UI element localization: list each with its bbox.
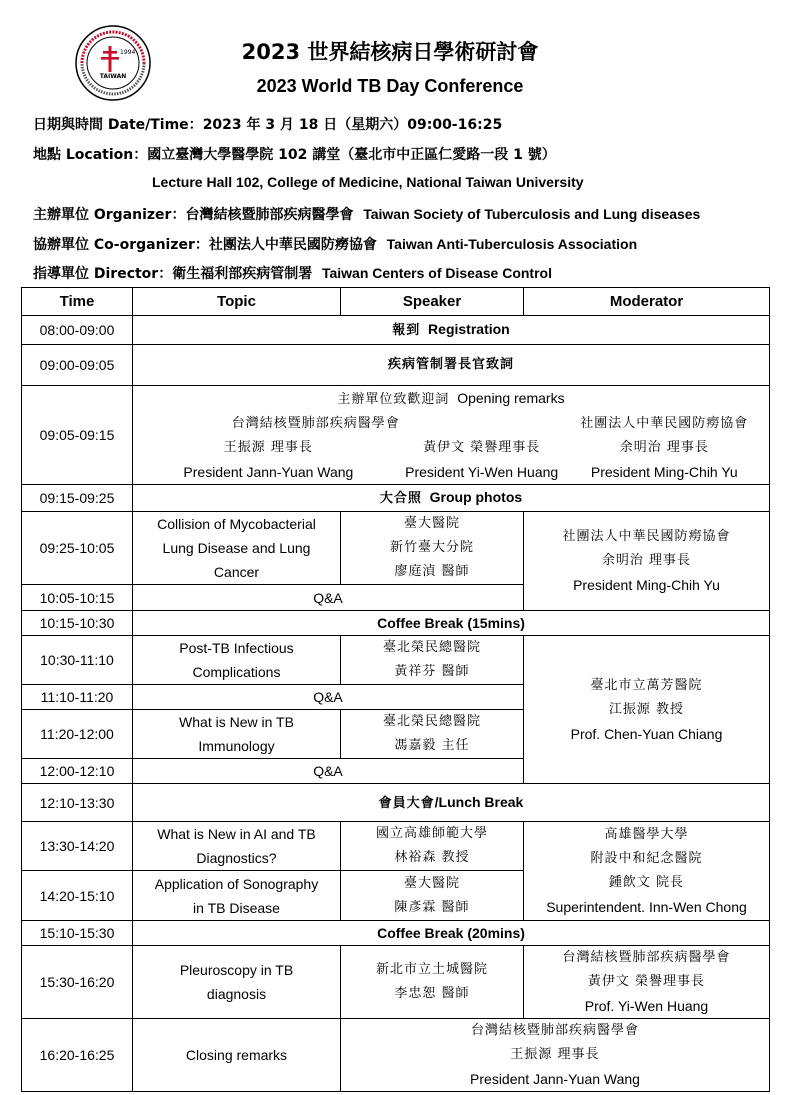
coffee-break-cell: Coffee Break (15mins) bbox=[133, 611, 770, 636]
opening-title bbox=[133, 386, 769, 412]
table-row bbox=[22, 512, 770, 585]
time-cell: 13:30-14:20 bbox=[22, 822, 133, 871]
speaker-line: 黃祥芬 醫師 bbox=[394, 664, 470, 679]
moderator-cell bbox=[524, 822, 770, 921]
moderator-line: 台灣結核暨肺部疾病醫學會 bbox=[562, 950, 731, 965]
qa-cell: Q&A bbox=[133, 685, 524, 710]
qa-cell: Q&A bbox=[133, 585, 524, 611]
topic-line: Complications bbox=[192, 664, 281, 680]
speaker-line: 臺北榮民總醫院 bbox=[382, 640, 481, 655]
organizer-en: Taiwan Society of Tuberculosis and Lung diseases bbox=[363, 206, 701, 222]
speaker-c-name: 余明治 理事長 bbox=[619, 440, 709, 455]
table-row bbox=[22, 784, 770, 822]
topic-line: What is New in AI and TB bbox=[157, 826, 316, 842]
cdc-address-cell: 疾病管制署長官致詞 bbox=[133, 345, 770, 386]
speaker-cell bbox=[341, 822, 524, 871]
opening-remarks-cell bbox=[133, 386, 770, 485]
qa-cell: Q&A bbox=[133, 759, 524, 784]
moderator-line: 高雄醫學大學 bbox=[604, 827, 689, 842]
time-cell: 15:30-16:20 bbox=[22, 946, 133, 1019]
logo-year: 1994 bbox=[120, 49, 136, 56]
speaker-line: 臺大醫院 bbox=[403, 875, 460, 891]
speaker-cell bbox=[341, 871, 524, 921]
date-line bbox=[33, 114, 502, 134]
lunch-cell bbox=[133, 784, 770, 822]
moderator-line: Superintendent. Inn-Wen Chong bbox=[546, 899, 747, 915]
header-time: Time bbox=[22, 288, 133, 316]
organizer-zh: 台灣結核暨肺部疾病醫學會 bbox=[185, 207, 354, 223]
time-cell: 14:20-15:10 bbox=[22, 871, 133, 921]
speaker-c-org: 社團法人中華民國防癆協會 bbox=[580, 416, 749, 431]
organizer-label: 主辦單位 Organizer： bbox=[33, 207, 186, 223]
speaker-line: 馮嘉毅 主任 bbox=[394, 738, 470, 753]
opening-speaker-b bbox=[404, 412, 560, 484]
moderator-line: Prof. Yi-Wen Huang bbox=[584, 998, 709, 1014]
moderator-line: 黃伊文 榮譽理事長 bbox=[587, 974, 706, 989]
opening-title-zh: 主辦單位致歡迎詞 bbox=[337, 392, 450, 407]
speaker-line: 王振源 理事長 bbox=[510, 1047, 600, 1062]
topic-line: Post-TB Infectious bbox=[179, 640, 294, 656]
time-cell: 12:00-12:10 bbox=[22, 759, 133, 784]
speaker-cell bbox=[341, 636, 524, 685]
director-zh: 衛生福利部疾病管制署 bbox=[172, 266, 313, 282]
speaker-line: 臺大醫院 bbox=[403, 516, 460, 531]
time-cell: 10:15-10:30 bbox=[22, 611, 133, 636]
speaker-a-name: 王振源 理事長 bbox=[223, 440, 313, 455]
speaker-line: 廖庭湞 醫師 bbox=[394, 564, 470, 579]
moderator-cell bbox=[524, 946, 770, 1019]
lunch-en: /Lunch Break bbox=[434, 793, 524, 810]
moderator-line: 余明治 理事長 bbox=[601, 553, 692, 568]
speaker-cell bbox=[341, 710, 524, 759]
speaker-a-org: 台灣結核暨肺部疾病醫學會 bbox=[231, 416, 400, 431]
time-cell: 09:15-09:25 bbox=[22, 485, 133, 512]
opening-speaker-c bbox=[560, 412, 769, 484]
time-cell: 10:05-10:15 bbox=[22, 585, 133, 611]
venue-line bbox=[33, 144, 556, 164]
time-cell: 15:10-15:30 bbox=[22, 921, 133, 946]
topic-line: Lung Disease and Lung bbox=[162, 540, 311, 556]
table-row bbox=[22, 485, 770, 512]
time-cell: 11:10-11:20 bbox=[22, 685, 133, 710]
time-cell: 09:25-10:05 bbox=[22, 512, 133, 585]
speaker-b-en: President Yi-Wen Huang bbox=[405, 464, 559, 480]
coffee-break-cell: Coffee Break (20mins) bbox=[133, 921, 770, 946]
opening-title-en: Opening remarks bbox=[457, 390, 565, 406]
closing-speaker-cell bbox=[341, 1019, 770, 1092]
time-cell: 16:20-16:25 bbox=[22, 1019, 133, 1092]
table-row bbox=[22, 636, 770, 685]
coorganizer-line bbox=[33, 234, 637, 254]
moderator-cell bbox=[524, 512, 770, 611]
title-zh: 2023 世界結核病日學術研討會 bbox=[241, 40, 539, 64]
moderator-line: 附設中和紀念醫院 bbox=[590, 851, 703, 866]
topic-line: Pleuroscopy in TB bbox=[179, 962, 294, 978]
director-en: Taiwan Centers of Disease Control bbox=[321, 265, 552, 281]
header-speaker: Speaker bbox=[341, 288, 524, 316]
venue-value: 國立臺灣大學醫學院 102 講堂（臺北市中正區仁愛路一段 1 號） bbox=[147, 147, 556, 163]
speaker-c-en: President Ming-Chih Yu bbox=[590, 464, 738, 480]
organizer-line bbox=[33, 204, 700, 224]
moderator-line: 臺北市立萬芳醫院 bbox=[590, 677, 703, 693]
table-row bbox=[22, 946, 770, 1019]
time-cell: 11:20-12:00 bbox=[22, 710, 133, 759]
speaker-b-name: 黃伊文 榮譽理事長 bbox=[423, 440, 541, 455]
topic-line: Immunology bbox=[198, 738, 275, 754]
coorganizer-zh: 社團法人中華民國防癆協會 bbox=[208, 237, 377, 253]
topic-line: Diagnostics? bbox=[196, 850, 277, 866]
topic-line: Cancer bbox=[213, 564, 260, 580]
topic-cell bbox=[133, 946, 341, 1019]
speaker-line: 臺北榮民總醫院 bbox=[382, 714, 481, 729]
registration-en: Registration bbox=[428, 321, 510, 337]
society-logo bbox=[74, 24, 152, 102]
topic-line: in TB Disease bbox=[193, 899, 280, 916]
date-label: 日期與時間 Date/Time： bbox=[33, 117, 203, 133]
time-cell: 08:00-09:00 bbox=[22, 316, 133, 345]
venue-label: 地點 Location： bbox=[33, 147, 148, 163]
table-row bbox=[22, 921, 770, 946]
speaker-line: 李忠恕 醫師 bbox=[394, 986, 470, 1001]
speaker-line: 林裕森 教授 bbox=[394, 850, 470, 865]
topic-cell bbox=[133, 710, 341, 759]
table-row bbox=[22, 345, 770, 386]
speaker-line: 新竹臺大分院 bbox=[389, 540, 474, 555]
lunch-zh: 會員大會 bbox=[378, 795, 435, 811]
speaker-cell bbox=[341, 512, 524, 585]
table-row bbox=[22, 822, 770, 871]
registration-cell bbox=[133, 316, 770, 345]
speaker-a-en: President Jann-Yuan Wang bbox=[183, 464, 354, 480]
topic-cell bbox=[133, 636, 341, 685]
header-moderator: Moderator bbox=[524, 288, 770, 316]
time-cell: 09:05-09:15 bbox=[22, 386, 133, 485]
topic-cell bbox=[133, 822, 341, 871]
time-cell: 10:30-11:10 bbox=[22, 636, 133, 685]
coorganizer-en: Taiwan Anti-Tuberculosis Association bbox=[386, 236, 638, 252]
table-row bbox=[22, 316, 770, 345]
topic-line: Collision of Mycobacterial bbox=[157, 516, 316, 532]
opening-speaker-a bbox=[133, 412, 404, 484]
group-photos-zh: 大合照 bbox=[379, 491, 422, 506]
topic-cell bbox=[133, 512, 341, 585]
logo-text: TAIWAN bbox=[99, 73, 127, 80]
table-header-row bbox=[22, 288, 770, 316]
moderator-line: 社團法人中華民國防癆協會 bbox=[562, 529, 731, 544]
table-row bbox=[22, 611, 770, 636]
time-cell: 12:10-13:30 bbox=[22, 784, 133, 822]
moderator-line: President Ming-Chih Yu bbox=[573, 577, 720, 593]
topic-line: diagnosis bbox=[206, 986, 267, 1002]
director-line bbox=[33, 263, 552, 283]
coorganizer-label: 協辦單位 Co-organizer： bbox=[33, 237, 209, 253]
opening-speakers bbox=[133, 412, 769, 484]
table-row bbox=[22, 1019, 770, 1092]
topic-cell bbox=[133, 871, 341, 921]
moderator-line: 鍾飲文 院長 bbox=[608, 875, 685, 890]
moderator-line: Prof. Chen-Yuan Chiang bbox=[570, 725, 723, 742]
speaker-line: 陳彥霖 醫師 bbox=[394, 899, 470, 915]
speaker-cell bbox=[341, 946, 524, 1019]
group-photos-en: Group photos bbox=[429, 489, 523, 505]
speaker-line: 國立高雄師範大學 bbox=[375, 826, 488, 841]
time-cell: 09:00-09:05 bbox=[22, 345, 133, 386]
date-value: 2023 年 3 月 18 日（星期六）09:00-16:25 bbox=[202, 117, 503, 133]
speaker-line: 台灣結核暨肺部疾病醫學會 bbox=[470, 1023, 639, 1038]
speaker-line: 新北市立土城醫院 bbox=[375, 962, 488, 977]
group-photos-cell bbox=[133, 485, 770, 512]
schedule-table bbox=[21, 287, 770, 1092]
moderator-line: 江振源 教授 bbox=[608, 701, 685, 717]
header-topic: Topic bbox=[133, 288, 341, 316]
director-label: 指導單位 Director： bbox=[33, 266, 173, 282]
topic-line: What is New in TB bbox=[179, 714, 294, 730]
topic-cell: Closing remarks bbox=[133, 1019, 341, 1092]
topic-line: Application of Sonography bbox=[154, 875, 319, 892]
title-en: 2023 World TB Day Conference bbox=[256, 76, 524, 96]
venue-en: Lecture Hall 102, College of Medicine, National Taiwan University bbox=[152, 174, 584, 190]
moderator-cell bbox=[524, 636, 770, 784]
table-row bbox=[22, 386, 770, 485]
registration-zh: 報到 bbox=[392, 323, 421, 338]
speaker-line: President Jann-Yuan Wang bbox=[470, 1071, 640, 1087]
